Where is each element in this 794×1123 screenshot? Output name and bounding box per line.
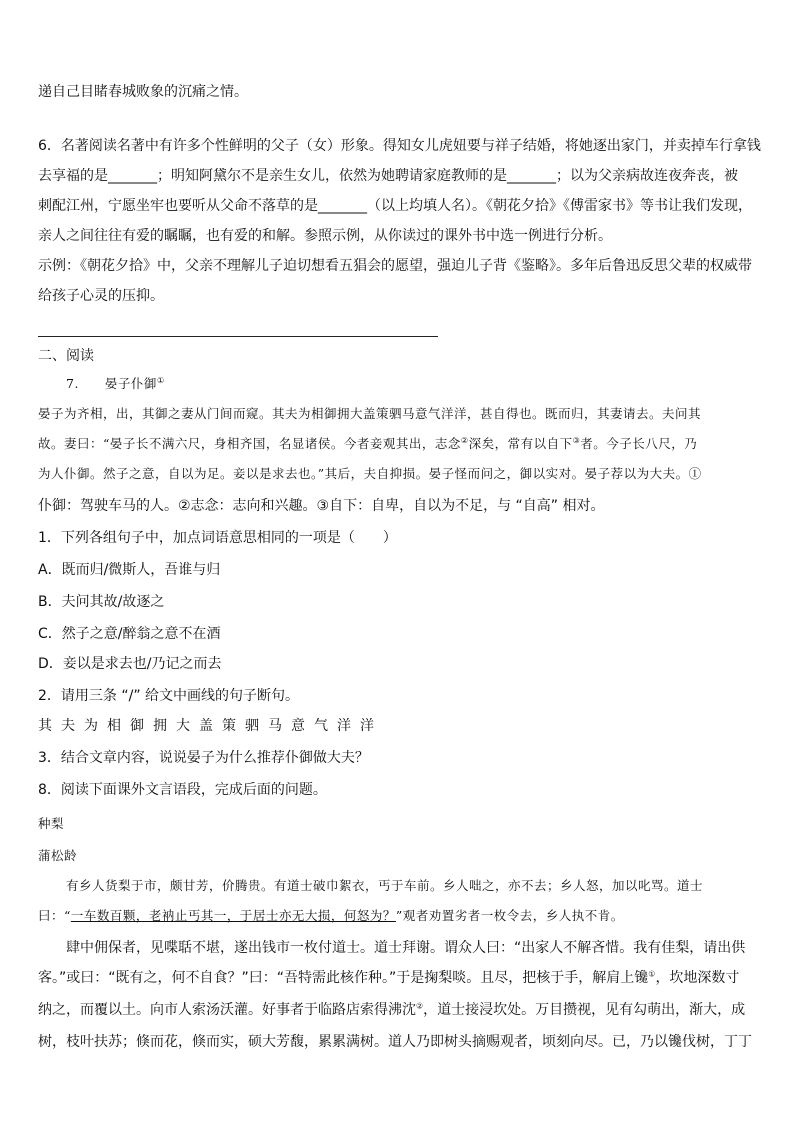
q7-passage-line-2: 故。妻曰：“晏子长不满六尺，身相齐国，名显诸侯。今者妾观其出，志念②深矣，常有以自下③者。今子长八尺，乃 bbox=[38, 435, 698, 451]
q7-passage-line-3: 为人仆御。然子之意，自以为足。妾以是求去也。”其后，夫自抑损。晏子怪而问之，御以实对。晏子荐以为大夫。① bbox=[38, 466, 702, 481]
q7-option-d: D．妾以是求去也/乃记之而去 bbox=[38, 656, 222, 672]
q7-passage-line-1: 晏子为齐相，出，其御之妻从门间而窥。其夫为相御拥大盖策驷马意气洋洋，甚自得也。既而归，其妻请去。夫问其 bbox=[38, 406, 702, 421]
prev-text: 递自己目睹春城败象的沉痛之情。 bbox=[38, 84, 248, 100]
q8-passage-line-2: 曰：“一车数百颗，老衲止丐其一，于居士亦无大损，何怒为？”观者劝置劣者一枚令去，乡人执不肯。 bbox=[38, 908, 624, 923]
q7-option-c: C．然子之意/醉翁之意不在酒 bbox=[38, 626, 221, 642]
q6-example-line-1: 示例：《朝花夕拾》中，父亲不理解儿子迫切想看五猖会的愿望，强迫儿子背《鉴略》。多年后鲁迅反思父辈的权威带 bbox=[38, 258, 752, 274]
q8-passage-line-6: 树，枝叶扶苏；倏而花，倏而实，硕大芳馥，累累满树。道人乃即树头摘赐观者，顷刻向尽。已，乃以镵伐树，丁丁 bbox=[38, 1034, 752, 1050]
q7-option-b: B．夫问其故/故逐之 bbox=[38, 594, 165, 610]
q8-passage-line-3: 肆中佣保者，见喋聒不堪，遂出钱市一枚付道士。道士拜谢。谓众人曰：“出家人不解吝惜。我有佳梨，请出供 bbox=[66, 940, 746, 956]
q8-passage-line-4: 客。”或曰：“既有之，何不自食？”曰：“吾特需此核作种。”于是掬梨啖。且尽，把核于手，解肩上镵①，坎地深数寸 bbox=[38, 969, 740, 986]
q7-sub-question-3: 3．结合文章内容，说说晏子为什么推荐仆御做大夫？ bbox=[38, 750, 369, 766]
q7-title: 7. 晏子仆御① bbox=[66, 375, 165, 391]
q6-line-3: 刺配江州，宁愿坐牢也要听从父命不落草的是_______（以上均填人名）。《朝花夕拾》《傅雷家书》等书让我们发现， bbox=[38, 198, 752, 214]
q7-notes: 仆御：驾驶车马的人。②志念：志向和兴趣。③自下：自卑，自以为不足，与 “自高” 相对。 bbox=[38, 498, 605, 514]
q7-sentence: 其夫为相御拥大盖策驷马意气洋洋 bbox=[38, 718, 383, 734]
answer-line bbox=[38, 336, 438, 337]
q7-option-a: A．既而归/微斯人，吾谁与归 bbox=[38, 562, 221, 578]
q8-passage-line-1: 有乡人货梨于市，颇甘芳，价腾贵。有道士破巾絮衣，丐于车前。乡人咄之，亦不去；乡人怒，加以叱骂。道士 bbox=[66, 878, 704, 893]
q8-intro: 8．阅读下面课外文言语段，完成后面的问题。 bbox=[38, 782, 327, 798]
q7-sub-question-2: 2．请用三条 “/” 给文中画线的句子断句。 bbox=[38, 688, 300, 704]
q6-line-2: 去享福的是_______；明知阿黛尔不是亲生女儿，依然为她聘请家庭教师的是_______；以为父亲病故连夜奔丧，被 bbox=[38, 168, 738, 184]
q6-line-1: 6．名著阅读名著中有许多个性鲜明的父子（女）形象。得知女儿虎妞要与祥子结婚，将她逐出家门，并卖掉车行拿钱 bbox=[38, 138, 761, 154]
q7-sub-question-1: 1．下列各组句子中，加点词语意思相同的一项是（ ） bbox=[38, 530, 397, 546]
q6-line-4: 亲人之间往往有爱的瞩瞩，也有爱的和解。参照示例，从你读过的课外书中选一例进行分析。 bbox=[38, 228, 612, 244]
section-title: 二、阅读 bbox=[38, 348, 94, 364]
q8-title: 种梨 bbox=[38, 816, 65, 831]
q8-passage-line-5: 纳之，而覆以土。向市人索汤沃灌。好事者于临路店索得沸沈②，道士接浸坎处。万目攒视，见有勾萌出，渐大，成 bbox=[38, 1001, 746, 1018]
q8-author: 蒲松龄 bbox=[38, 848, 78, 863]
q6-example-line-2: 给孩子心灵的压抑。 bbox=[38, 288, 164, 304]
